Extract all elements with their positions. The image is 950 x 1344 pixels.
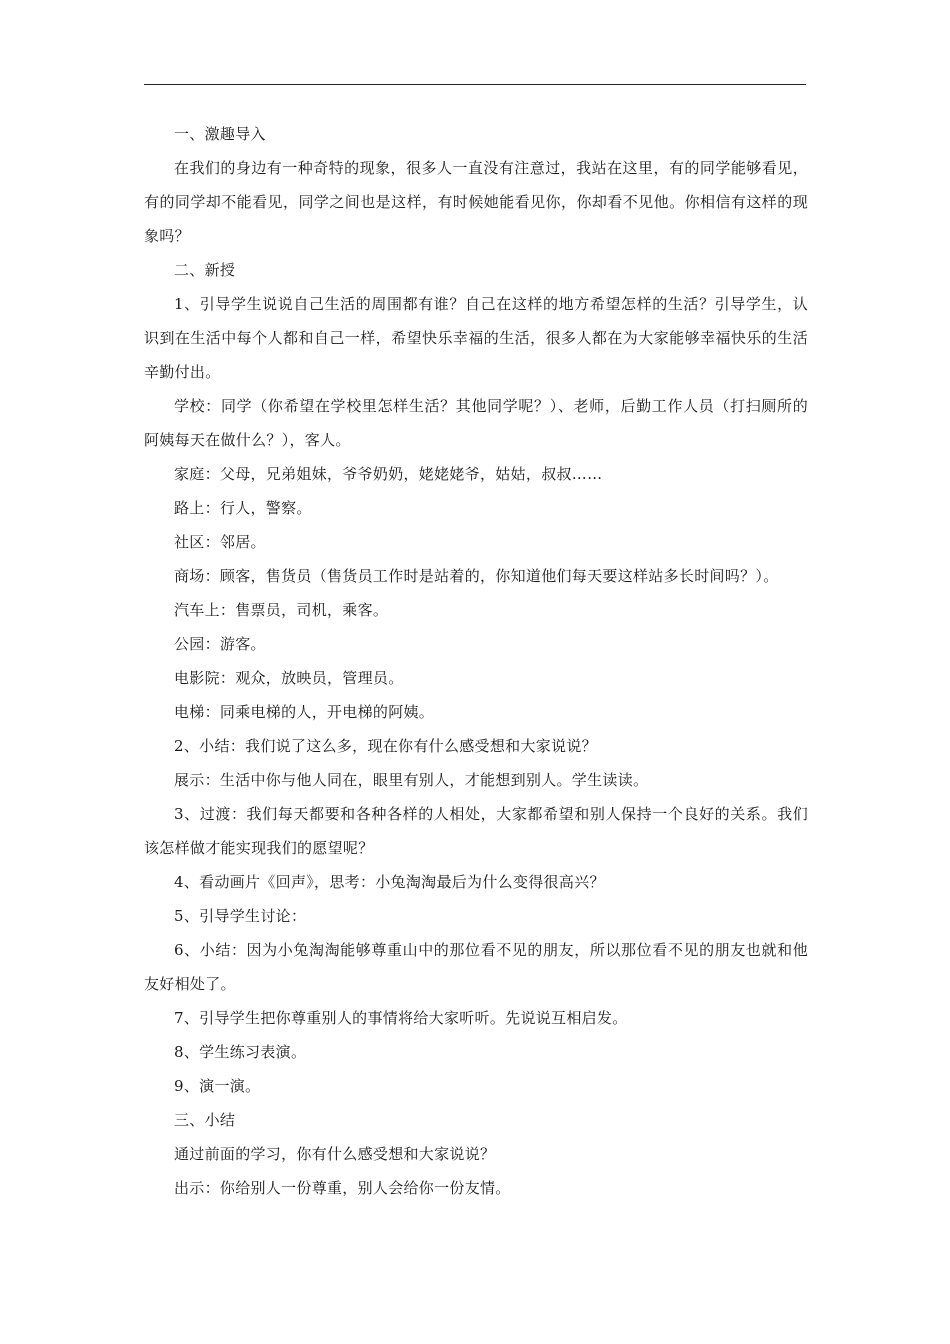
paragraph: 路上：行人，警察。	[174, 499, 312, 517]
paragraph: 6、小结：因为小兔淘淘能够尊重山中的那位看不见的朋友，所以那位看不见的朋友也就和他友好相处了。	[144, 941, 808, 993]
paragraph: 2、小结：我们说了这么多，现在你有什么感受想和大家说说？	[174, 737, 597, 755]
paragraph: 5、引导学生讨论：	[174, 907, 307, 925]
paragraph: 通过前面的学习，你有什么感受想和大家说说？	[174, 1145, 496, 1163]
paragraph: 电影院：观众，放映员，管理员。	[174, 669, 404, 687]
paragraph: 在我们的身边有一种奇特的现象，很多人一直没有注意过，我站在这里，有的同学能够看见，有的同学却不能看见，同学之间也是这样，有时候她能看见你，你却看不见他。你相信有这样的现象吗？	[144, 159, 808, 245]
paragraph: 商场：顾客，售货员（售货员工作时是站着的，你知道他们每天要这样站多长时间吗？）。	[174, 567, 779, 585]
paragraph: 学校：同学（你希望在学校里怎样生活？其他同学呢？）、老师，后勤工作人员（打扫厕所的阿姨每天在做什么？），客人。	[144, 397, 808, 449]
section-heading-intro: 一、激趣导入	[174, 125, 266, 143]
paragraph: 8、学生练习表演。	[174, 1043, 307, 1061]
paragraph: 电梯：同乘电梯的人，开电梯的阿姨。	[174, 703, 435, 721]
paragraph: 出示：你给别人一份尊重，别人会给你一份友情。	[174, 1179, 511, 1197]
paragraph: 3、过渡：我们每天都要和各种各样的人相处，大家都希望和别人保持一个良好的关系。我们该怎样做才能实现我们的愿望呢？	[144, 805, 808, 857]
paragraph: 4、看动画片《回声》，思考：小兔淘淘最后为什么变得很高兴？	[174, 873, 605, 891]
paragraph: 展示：生活中你与他人同在，眼里有别人，才能想到别人。学生读读。	[174, 771, 649, 789]
document-body	[144, 117, 808, 1205]
paragraph: 家庭：父母，兄弟姐妹，爷爷奶奶，姥姥姥爷，姑姑，叔叔……	[174, 465, 603, 483]
paragraph: 7、引导学生把你尊重别人的事情将给大家听听。先说说互相启发。	[174, 1009, 628, 1027]
paragraph: 公园：游客。	[174, 635, 266, 653]
section-heading-summary: 三、小结	[174, 1111, 236, 1129]
paragraph: 社区：邻居。	[174, 533, 266, 551]
paragraph: 1、引导学生说说自己生活的周围都有谁？自己在这样的地方希望怎样的生活？引导学生，认识到在生活中每个人都和自己一样，希望快乐幸福的生活，很多人都在为大家能够幸福快乐的生活辛勤付出。	[144, 295, 808, 381]
section-heading-new-lesson: 二、新授	[174, 261, 236, 279]
paragraph: 汽车上：售票员，司机，乘客。	[174, 601, 389, 619]
paragraph: 9、演一演。	[174, 1077, 261, 1095]
header-rule	[144, 84, 806, 85]
